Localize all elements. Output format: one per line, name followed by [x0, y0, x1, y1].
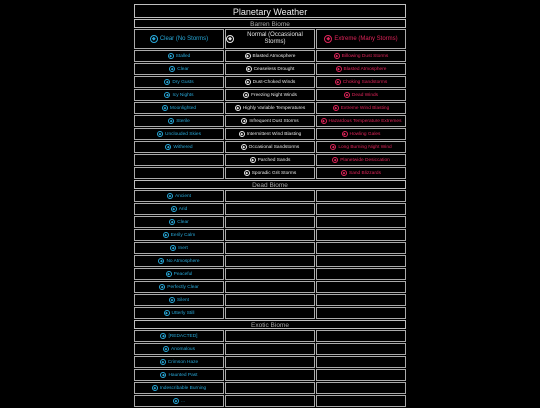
table-cell[interactable] — [134, 50, 224, 62]
column-header-normal[interactable] — [225, 29, 315, 49]
table-cell — [316, 190, 406, 202]
weather-option: Long Burning Night Wind — [338, 144, 392, 150]
weather-option: Icy Nights — [172, 92, 194, 98]
weather-option: Occasional Sandstorms — [248, 144, 300, 150]
weather-table — [134, 4, 406, 408]
table-row — [134, 281, 406, 293]
shield-icon: ◆ — [236, 106, 240, 110]
table-cell — [316, 330, 406, 342]
weather-option: Withered — [173, 144, 193, 150]
table-cell — [316, 242, 406, 254]
table-cell[interactable] — [134, 369, 224, 381]
table-row — [134, 229, 406, 241]
table-row — [134, 154, 406, 166]
column-header-extreme[interactable] — [316, 29, 406, 49]
table-cell[interactable] — [225, 89, 315, 101]
shield-icon: ◆ — [246, 80, 250, 84]
table-cell[interactable] — [134, 76, 224, 88]
table-row — [134, 369, 406, 381]
table-cell — [316, 229, 406, 241]
table-cell[interactable] — [225, 102, 315, 114]
shield-icon: ◆ — [334, 106, 338, 110]
table-row — [134, 330, 406, 342]
table-cell — [225, 294, 315, 306]
column-header-clear[interactable] — [134, 29, 224, 49]
table-row — [134, 128, 406, 140]
weather-option: Choking Sandstorms — [342, 79, 388, 85]
weather-option: Ceaseless Drought — [253, 66, 295, 72]
weather-option: Clear — [177, 66, 189, 72]
shield-icon: ◆ — [247, 67, 250, 71]
table-cell — [316, 307, 406, 319]
shield-icon: ◆ — [150, 35, 158, 43]
weather-option: Highly Variable Temperatures — [242, 105, 306, 111]
table-row — [134, 216, 406, 228]
shield-icon: ◆ — [226, 35, 234, 43]
table-row — [134, 76, 406, 88]
table-cell[interactable] — [225, 76, 315, 88]
table-cell[interactable] — [134, 128, 224, 140]
shield-icon: ◆ — [331, 145, 335, 149]
weather-option: Dry Gusts — [172, 79, 194, 85]
weather-option: Howling Gales — [349, 131, 381, 137]
shield-icon: ◆ — [153, 386, 157, 390]
shield-icon: ◆ — [170, 298, 174, 302]
weather-option: Sporadic Grit Storms — [251, 170, 297, 176]
shield-icon: ◆ — [245, 171, 249, 175]
table-cell[interactable] — [316, 167, 406, 179]
table-cell — [316, 369, 406, 381]
weather-option: Extreme Wind Blasting — [340, 105, 390, 111]
shield-icon: ◆ — [161, 360, 165, 364]
table-cell[interactable] — [134, 89, 224, 101]
weather-option: Dust-Choked Winds — [252, 79, 296, 85]
table-cell — [316, 203, 406, 215]
table-cell — [225, 203, 315, 215]
table-cell[interactable] — [316, 115, 406, 127]
table-row — [134, 102, 406, 114]
table-cell — [225, 229, 315, 241]
table-row — [134, 63, 406, 75]
shield-icon: ◆ — [174, 399, 178, 403]
weather-option: Arid — [178, 206, 188, 212]
shield-icon: ◆ — [342, 171, 346, 175]
shield-icon: ◆ — [169, 54, 172, 58]
shield-icon: ◆ — [251, 158, 254, 162]
table-row — [134, 89, 406, 101]
shield-icon: ◆ — [336, 80, 340, 84]
shield-icon: ◆ — [162, 334, 165, 338]
table-cell — [225, 281, 315, 293]
table-cell — [316, 268, 406, 280]
table-cell[interactable] — [316, 154, 406, 166]
shield-icon: ◆ — [171, 246, 175, 250]
table-cell[interactable] — [225, 128, 315, 140]
table-row — [134, 190, 406, 202]
weather-option: Inert — [178, 245, 188, 251]
table-cell[interactable] — [134, 330, 224, 342]
shield-icon: ◆ — [164, 347, 168, 351]
shield-icon: ◆ — [337, 67, 340, 71]
shield-icon: ◆ — [172, 207, 176, 211]
shield-icon: ◆ — [343, 132, 346, 136]
weather-option: Freezing Night Winds — [251, 92, 297, 98]
page-title: Planetary Weather — [134, 4, 406, 18]
table-cell[interactable] — [134, 382, 224, 394]
weather-option: Sand Blizzards — [349, 170, 381, 176]
weather-option: Billowing Dust Storms — [341, 53, 389, 59]
weather-option: Parched Sands — [257, 157, 291, 163]
table-cell[interactable] — [134, 343, 224, 355]
table-cell — [225, 395, 315, 407]
table-row — [134, 343, 406, 355]
section-title: Dead Biome — [134, 180, 406, 189]
shield-icon: ◆ — [164, 233, 168, 237]
table-cell[interactable] — [316, 76, 406, 88]
shield-icon: ◆ — [166, 93, 169, 97]
weather-option: No Atmosphere — [166, 258, 200, 264]
shield-icon: ◆ — [242, 145, 246, 149]
weather-option: ... — [181, 398, 185, 404]
shield-icon: ◆ — [163, 106, 167, 110]
table-cell — [316, 281, 406, 293]
weather-option: Silent — [177, 297, 189, 303]
weather-option: Stalled — [175, 53, 191, 59]
weather-option: Hazardous Temperature Extremes — [328, 118, 402, 124]
weather-option: Peaceful — [173, 271, 193, 277]
table-row — [134, 50, 406, 62]
table-cell[interactable] — [134, 63, 224, 75]
weather-option: Crimson Haze — [167, 359, 199, 365]
column-header-label: Normal (Occassional Storms) — [247, 32, 303, 45]
shield-icon: ◆ — [244, 93, 248, 97]
shield-icon: ◆ — [333, 158, 337, 162]
weather-option: Infrequent Dust Storms — [249, 118, 299, 124]
shield-icon: ◆ — [167, 145, 170, 149]
table-cell[interactable] — [134, 268, 224, 280]
table-cell[interactable] — [134, 255, 224, 267]
table-cell[interactable] — [134, 395, 224, 407]
shield-icon: ◆ — [167, 272, 170, 276]
weather-option: Ancient — [175, 193, 191, 199]
shield-icon: ◆ — [169, 119, 173, 123]
sections-container — [134, 19, 406, 407]
table-row — [134, 395, 406, 407]
table-cell[interactable] — [316, 102, 406, 114]
table-cell — [316, 255, 406, 267]
weather-option: Utterly Still — [171, 310, 195, 316]
weather-option: Indescribable Burning — [159, 385, 207, 391]
shield-icon: ◆ — [168, 194, 172, 198]
weather-option: Unclouded Skies — [165, 131, 201, 137]
shield-icon: ◆ — [162, 373, 165, 377]
table-cell[interactable] — [134, 307, 224, 319]
table-cell[interactable] — [225, 115, 315, 127]
table-cell — [134, 167, 224, 179]
weather-option: Blasted Atmosphere — [252, 53, 296, 59]
weather-option: Planetwide Desiccation — [340, 157, 390, 163]
shield-icon: ◆ — [158, 132, 162, 136]
table-cell[interactable] — [316, 89, 406, 101]
table-row — [134, 141, 406, 153]
table-cell[interactable] — [134, 356, 224, 368]
table-cell — [316, 356, 406, 368]
table-cell — [316, 294, 406, 306]
table-row — [134, 268, 406, 280]
section-title: Barren Biome — [134, 19, 406, 28]
table-cell[interactable] — [225, 63, 315, 75]
weather-option: Blasted Atmosphere — [343, 66, 387, 72]
table-cell — [316, 382, 406, 394]
weather-option: [REDACTED] — [168, 333, 198, 339]
table-cell[interactable] — [316, 128, 406, 140]
table-cell[interactable] — [316, 63, 406, 75]
shield-icon: ◆ — [170, 220, 174, 224]
table-row — [134, 294, 406, 306]
weather-option: Moonlighted — [169, 105, 197, 111]
shield-icon: ◆ — [242, 119, 246, 123]
shield-icon: ◆ — [170, 67, 174, 71]
shield-icon: ◆ — [165, 80, 169, 84]
shield-icon: ◆ — [345, 93, 349, 97]
shield-icon: ◆ — [160, 285, 164, 289]
header-row — [134, 29, 406, 49]
table-cell[interactable] — [225, 50, 315, 62]
table-cell — [316, 216, 406, 228]
table-row — [134, 115, 406, 127]
weather-option: Intermittent Wind Blasting — [246, 131, 302, 137]
table-row — [134, 167, 406, 179]
shield-icon: ◆ — [160, 259, 163, 263]
weather-option: Sterile — [176, 118, 190, 124]
table-cell[interactable] — [134, 294, 224, 306]
shield-icon: ◆ — [165, 311, 168, 315]
shield-icon: ◆ — [240, 132, 244, 136]
table-row — [134, 356, 406, 368]
shield-icon: ◆ — [322, 119, 325, 123]
weather-option: Dead Winds — [351, 92, 379, 98]
table-cell — [225, 268, 315, 280]
table-cell — [225, 307, 315, 319]
table-cell — [225, 255, 315, 267]
shield-icon: ◆ — [335, 54, 339, 58]
table-row — [134, 255, 406, 267]
table-cell — [225, 382, 315, 394]
table-row — [134, 382, 406, 394]
table-cell — [225, 343, 315, 355]
table-cell[interactable] — [316, 141, 406, 153]
table-cell[interactable] — [225, 167, 315, 179]
table-cell — [316, 395, 406, 407]
shield-icon: ◆ — [246, 54, 249, 58]
table-cell[interactable] — [134, 242, 224, 254]
table-cell[interactable] — [134, 216, 224, 228]
table-cell[interactable] — [134, 281, 224, 293]
table-cell — [225, 356, 315, 368]
weather-option: Haunted Past — [168, 372, 198, 378]
column-header-label: Clear (No Storms) — [159, 35, 209, 42]
column-header-label: Extreme (Many Storms) — [334, 35, 398, 42]
table-cell[interactable] — [134, 102, 224, 114]
table-cell[interactable] — [316, 50, 406, 62]
table-cell — [225, 242, 315, 254]
table-cell[interactable] — [134, 141, 224, 153]
table-cell — [225, 330, 315, 342]
table-row — [134, 242, 406, 254]
weather-option: Anomalous — [171, 346, 195, 352]
table-cell — [316, 343, 406, 355]
table-cell[interactable] — [134, 203, 224, 215]
shield-icon: ◆ — [324, 35, 332, 43]
table-cell[interactable] — [134, 190, 224, 202]
table-row — [134, 307, 406, 319]
table-cell[interactable] — [134, 115, 224, 127]
weather-option: Clear — [177, 219, 189, 225]
weather-option: Perfectly Clear — [167, 284, 199, 290]
table-cell[interactable] — [225, 154, 315, 166]
table-cell[interactable] — [225, 141, 315, 153]
weather-option: Eerily Calm — [170, 232, 196, 238]
table-cell[interactable] — [134, 229, 224, 241]
table-cell — [225, 190, 315, 202]
table-cell — [225, 216, 315, 228]
table-cell — [134, 154, 224, 166]
table-row — [134, 203, 406, 215]
section-title: Exotic Biome — [134, 320, 406, 329]
table-cell — [225, 369, 315, 381]
